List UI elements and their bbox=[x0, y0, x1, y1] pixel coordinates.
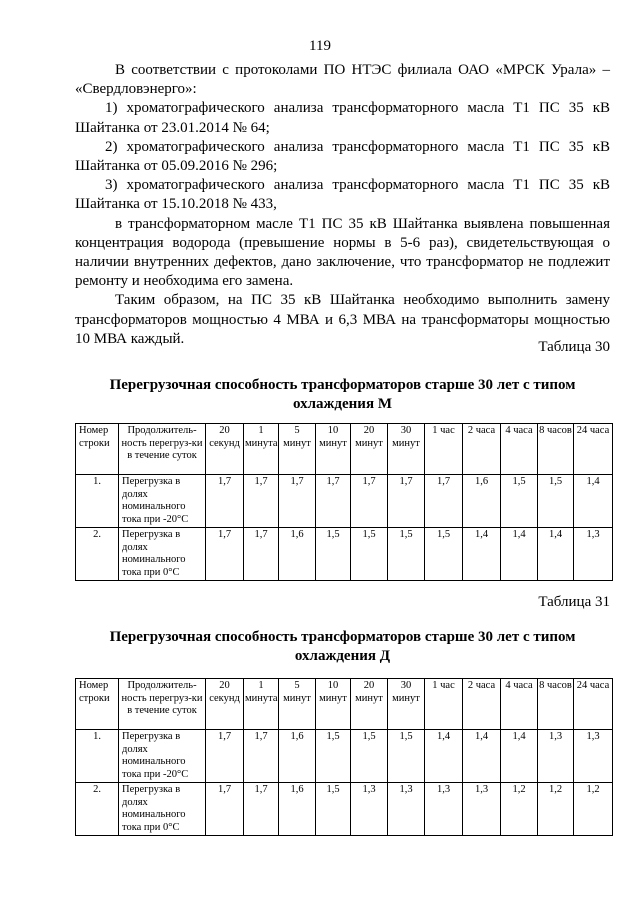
header-cell: 2 часа bbox=[463, 679, 501, 730]
row-description: Перегрузка в долях номинального тока при -20°С bbox=[119, 730, 206, 783]
value-cell: 1,4 bbox=[501, 528, 538, 581]
value-cell: 1,3 bbox=[351, 783, 388, 836]
header-cell: Продолжитель-ность перегруз-ки в течение суток bbox=[119, 424, 206, 475]
header-cell: Продолжитель-ность перегруз-ки в течение суток bbox=[119, 679, 206, 730]
value-cell: 1,4 bbox=[463, 730, 501, 783]
row-number: 2. bbox=[76, 528, 119, 581]
paragraph: 3) хроматографического анализа трансформаторного масла Т1 ПС 35 кВ Шайтанка от 15.10.2018 № 433, bbox=[75, 177, 610, 213]
value-cell: 1,3 bbox=[388, 783, 425, 836]
header-cell: 1 минута bbox=[244, 679, 279, 730]
header-cell: 1 час bbox=[425, 679, 463, 730]
table-31 bbox=[75, 678, 613, 836]
value-cell: 1,6 bbox=[279, 730, 316, 783]
header-cell: 10 минут bbox=[316, 424, 351, 475]
paragraph: 2) хроматографического анализа трансформаторного масла Т1 ПС 35 кВ Шайтанка от 05.09.2016 № 296; bbox=[75, 138, 610, 175]
value-cell: 1,5 bbox=[538, 475, 574, 528]
value-cell: 1,4 bbox=[574, 475, 613, 528]
header-cell: 4 часа bbox=[501, 424, 538, 475]
header-cell: Номер строки bbox=[76, 424, 119, 475]
value-cell: 1,7 bbox=[244, 730, 279, 783]
table-30 bbox=[75, 423, 613, 581]
header-cell: 20 секунд bbox=[206, 424, 244, 475]
value-cell: 1,3 bbox=[425, 783, 463, 836]
header-cell: 20 минут bbox=[351, 424, 388, 475]
value-cell: 1,4 bbox=[501, 730, 538, 783]
header-cell: 30 минут bbox=[388, 424, 425, 475]
value-cell: 1,7 bbox=[316, 475, 351, 528]
value-cell: 1,7 bbox=[351, 475, 388, 528]
paragraph: В соответствии с протоколами ПО НТЭС филиала ОАО «МРСК Урала» – «Свердловэнерго»: bbox=[75, 62, 610, 98]
value-cell: 1,5 bbox=[351, 730, 388, 783]
value-cell: 1,6 bbox=[279, 528, 316, 581]
value-cell: 1,7 bbox=[206, 730, 244, 783]
value-cell: 1,4 bbox=[538, 528, 574, 581]
value-cell: 1,7 bbox=[244, 475, 279, 528]
value-cell: 1,2 bbox=[574, 783, 613, 836]
body-text bbox=[75, 61, 610, 349]
value-cell: 1,7 bbox=[206, 528, 244, 581]
table-row bbox=[76, 528, 613, 581]
table-title: Перегрузочная способность трансформаторов старше 30 лет с типом охлаждения М bbox=[109, 377, 576, 412]
header-cell: 8 часов bbox=[538, 424, 574, 475]
table-row bbox=[76, 475, 613, 528]
table-caption: Таблица 31 bbox=[538, 594, 610, 610]
header-cell: 20 секунд bbox=[206, 679, 244, 730]
value-cell: 1,5 bbox=[501, 475, 538, 528]
header-cell: 20 минут bbox=[351, 679, 388, 730]
table-row bbox=[76, 783, 613, 836]
paragraph: Таким образом, на ПС 35 кВ Шайтанка необходимо выполнить замену трансформаторов мощностью 4 МВА и 6,3 МВА на трансформаторы мощностью 10 МВА каждый. bbox=[75, 292, 610, 347]
value-cell: 1,7 bbox=[244, 783, 279, 836]
table-caption: Таблица 30 bbox=[538, 339, 610, 355]
value-cell: 1,7 bbox=[206, 783, 244, 836]
header-cell: 8 часов bbox=[538, 679, 574, 730]
header-cell: Номер строки bbox=[76, 679, 119, 730]
value-cell: 1,7 bbox=[388, 475, 425, 528]
value-cell: 1,3 bbox=[574, 730, 613, 783]
value-cell: 1,3 bbox=[574, 528, 613, 581]
header-cell: 5 минут bbox=[279, 679, 316, 730]
value-cell: 1,5 bbox=[351, 528, 388, 581]
header-row bbox=[76, 424, 613, 475]
header-cell: 24 часа bbox=[574, 424, 613, 475]
paragraph: 1) хроматографического анализа трансформаторного масла Т1 ПС 35 кВ Шайтанка от 23.01.2014 № 64; bbox=[75, 100, 610, 136]
value-cell: 1,7 bbox=[279, 475, 316, 528]
header-row bbox=[76, 679, 613, 730]
header-cell: 5 минут bbox=[279, 424, 316, 475]
value-cell: 1,2 bbox=[538, 783, 574, 836]
page-number: 119 bbox=[309, 38, 331, 54]
header-cell: 1 час bbox=[425, 424, 463, 475]
value-cell: 1,4 bbox=[463, 528, 501, 581]
header-cell: 2 часа bbox=[463, 424, 501, 475]
header-cell: 24 часа bbox=[574, 679, 613, 730]
row-description: Перегрузка в долях номинального тока при 0°С bbox=[119, 528, 206, 581]
row-description: Перегрузка в долях номинального тока при -20°С bbox=[119, 475, 206, 528]
value-cell: 1,3 bbox=[463, 783, 501, 836]
value-cell: 1,6 bbox=[279, 783, 316, 836]
header-cell: 10 минут bbox=[316, 679, 351, 730]
value-cell: 1,5 bbox=[425, 528, 463, 581]
table-title: Перегрузочная способность трансформаторов старше 30 лет с типом охлаждения Д bbox=[109, 629, 576, 664]
value-cell: 1,4 bbox=[425, 730, 463, 783]
value-cell: 1,5 bbox=[316, 528, 351, 581]
value-cell: 1,7 bbox=[244, 528, 279, 581]
value-cell: 1,6 bbox=[463, 475, 501, 528]
header-cell: 4 часа bbox=[501, 679, 538, 730]
table-row bbox=[76, 730, 613, 783]
header-cell: 30 минут bbox=[388, 679, 425, 730]
row-number: 2. bbox=[76, 783, 119, 836]
value-cell: 1,5 bbox=[388, 730, 425, 783]
row-description: Перегрузка в долях номинального тока при 0°С bbox=[119, 783, 206, 836]
value-cell: 1,7 bbox=[425, 475, 463, 528]
value-cell: 1,5 bbox=[316, 730, 351, 783]
row-number: 1. bbox=[76, 475, 119, 528]
value-cell: 1,5 bbox=[388, 528, 425, 581]
value-cell: 1,2 bbox=[501, 783, 538, 836]
header-cell: 1 минута bbox=[244, 424, 279, 475]
value-cell: 1,3 bbox=[538, 730, 574, 783]
value-cell: 1,5 bbox=[316, 783, 351, 836]
row-number: 1. bbox=[76, 730, 119, 783]
paragraph: в трансформаторном масле Т1 ПС 35 кВ Шайтанка выявлена повышенная концентрация водорода (превышение нормы в 5-6 раз), свидетельствующая о наличии внутренних дефектов, дано заключение, что трансформатор не подлежит ремонту и необходима его замена. bbox=[75, 215, 610, 290]
value-cell: 1,7 bbox=[206, 475, 244, 528]
